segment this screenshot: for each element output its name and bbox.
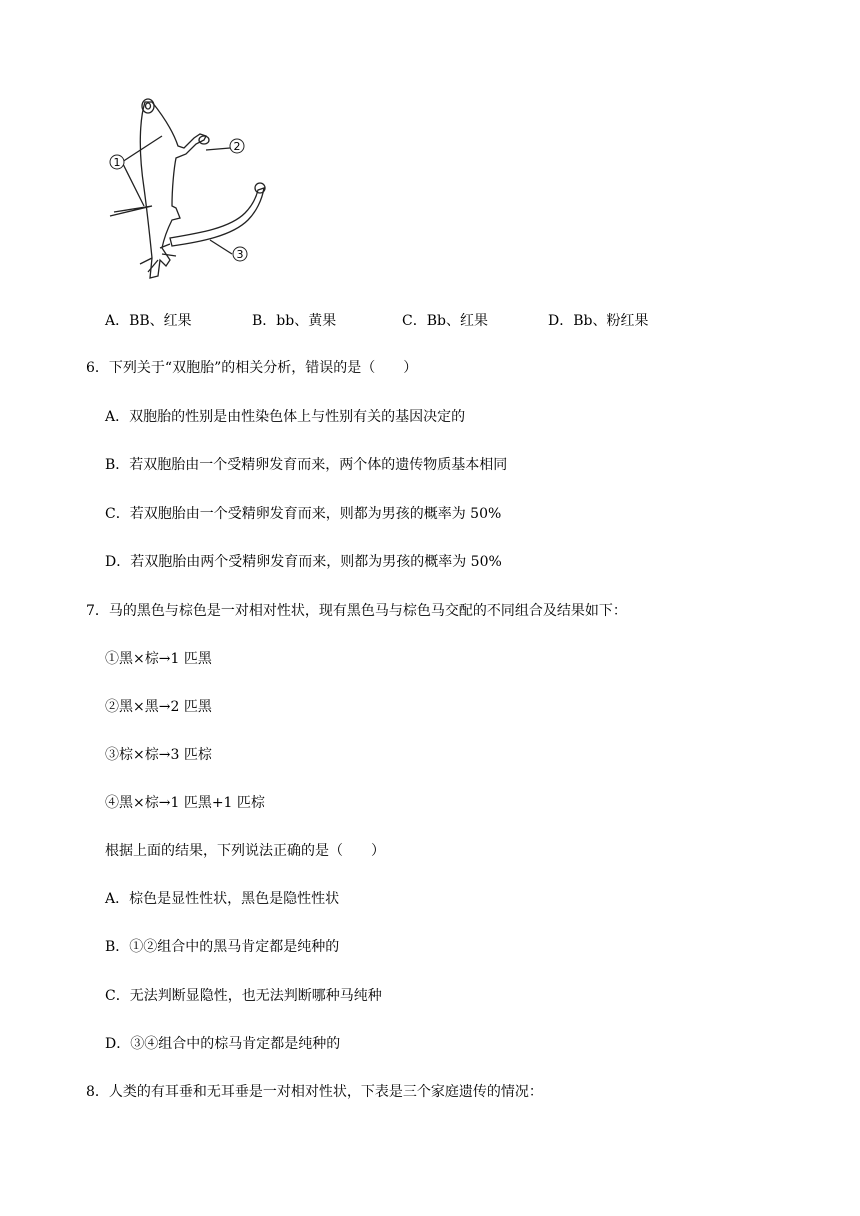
question-7-stem: 7．马的黑色与棕色是一对相对性状，现有黑色马与棕色马交配的不同组合及结果如下： bbox=[86, 603, 627, 619]
label-1-sharp bbox=[110, 206, 152, 216]
label-3-text: 3 bbox=[236, 248, 244, 261]
question-7-option-a: A．棕色是显性性状，黑色是隐性性状 bbox=[105, 891, 340, 907]
label-2-text: 2 bbox=[233, 140, 241, 153]
label-1-text: 1 bbox=[113, 156, 121, 169]
option-b: B．bb、黄果 bbox=[252, 313, 337, 329]
plant-structure-diagram bbox=[100, 88, 280, 288]
question-6-option-c: C．若双胞胎由一个受精卵发育而来，则都为男孩的概率为 50% bbox=[105, 506, 502, 522]
question-7-option-d: D．③④组合中的棕马肯定都是纯种的 bbox=[105, 1036, 341, 1052]
question-6-option-b: B．若双胞胎由一个受精卵发育而来，两个体的遗传物质基本相同 bbox=[105, 457, 508, 473]
question-7-option-c: C．无法判断显隐性，也无法判断哪种马纯种 bbox=[105, 988, 382, 1004]
question-6-option-d: D．若双胞胎由两个受精卵发育而来，则都为男孩的概率为 50% bbox=[105, 554, 502, 570]
question-6-option-a: A．双胞胎的性别是由性染色体上与性别有关的基因决定的 bbox=[105, 409, 466, 425]
question-7-prompt: 根据上面的结果，下列说法正确的是（ ） bbox=[105, 843, 385, 859]
option-c: C．Bb、红果 bbox=[402, 313, 488, 329]
question-8-stem: 8．人类的有耳垂和无耳垂是一对相对性状，下表是三个家庭遗传的情况： bbox=[86, 1084, 543, 1100]
plant-stem-outline bbox=[140, 102, 206, 278]
question-7-cross-3: ③棕×棕→3 匹棕 bbox=[105, 747, 212, 763]
label-3-pointer bbox=[210, 240, 232, 254]
question-7-option-b: B．①②组合中的黑马肯定都是纯种的 bbox=[105, 939, 340, 955]
plant-roots bbox=[140, 244, 176, 272]
label-2-pointer bbox=[206, 148, 230, 150]
question-7-cross-1: ①黑×棕→1 匹黑 bbox=[105, 651, 212, 667]
question-7-cross-4: ④黑×棕→1 匹黑+1 匹棕 bbox=[105, 795, 265, 811]
question-6-stem: 6．下列关于“双胞胎”的相关分析，错误的是（ ） bbox=[86, 360, 418, 376]
option-d: D．Bb、粉红果 bbox=[548, 313, 649, 329]
plant-long-branch bbox=[170, 188, 264, 246]
option-a: A．BB、红果 bbox=[105, 313, 192, 329]
question-7-cross-2: ②黑×黑→2 匹黑 bbox=[105, 699, 212, 715]
